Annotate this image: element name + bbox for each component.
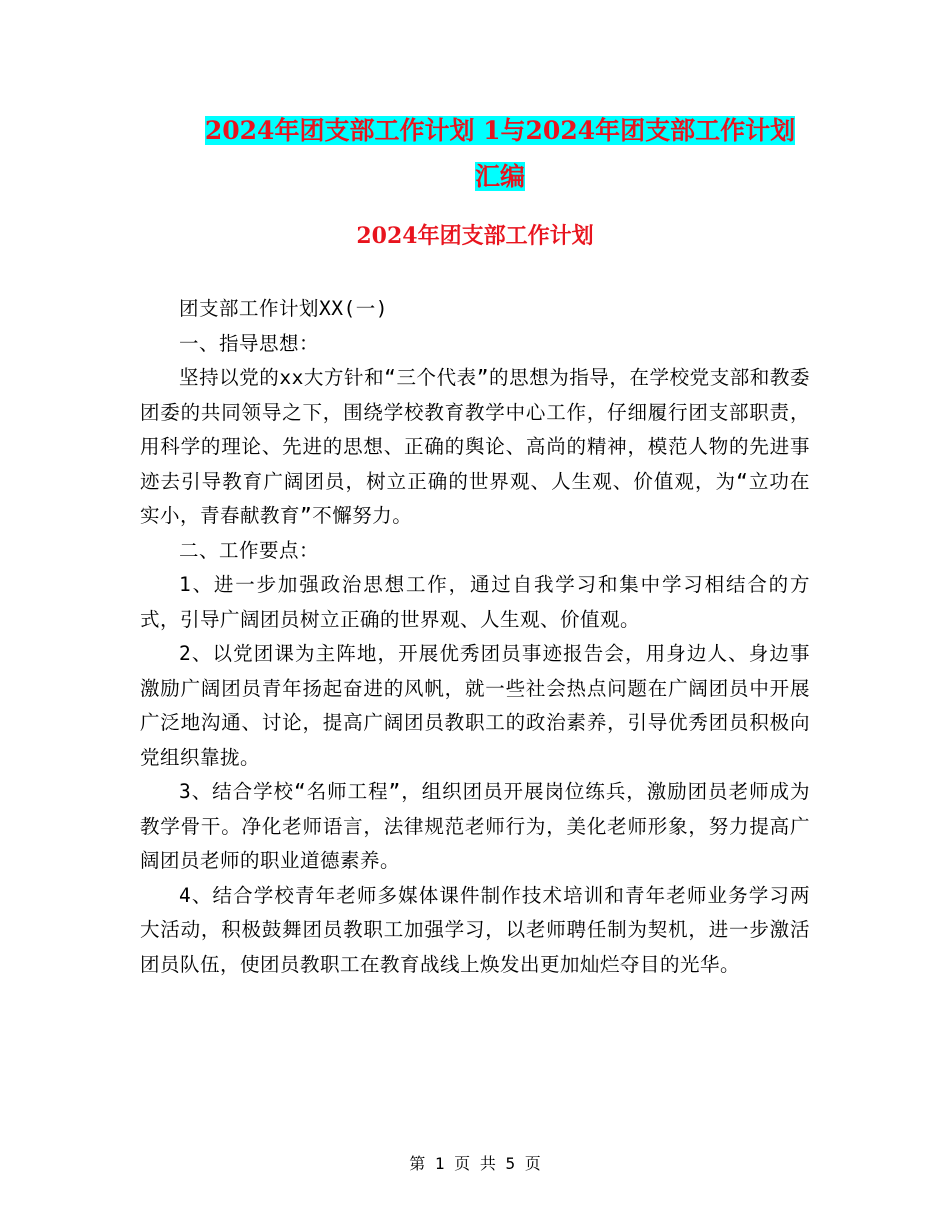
paragraph-guiding-thought: 坚持以党的xx大方针和“三个代表”的思想为指导，在学校党支部和教委团委的共同领导之下，围绕学校教育教学中心工作，仔细履行团支部职责，用科学的理论、先进的思想、正确的舆论、高尚的精神，模范人物的先进事迹去引导教育广阔团员，树立正确的世界观、人生观、价值观，为“立功在实小，青春献教育”不懈努力。: [140, 366, 810, 527]
page-footer: 第 1 页 共 5 页: [409, 1154, 541, 1173]
paragraph-point-1: 1、进一步加强政治思想工作，通过自我学习和集中学习相结合的方式，引导广阔团员树立正确的世界观、人生观、价值观。: [140, 573, 810, 631]
paragraph-point-4: 4、结合学校青年老师多媒体课件制作技术培训和青年老师业务学习两大活动，积极鼓舞团员教职工加强学习，以老师聘任制为契机，进一步激活团员队伍，使团员教职工在教育战线上焕发出更加灿烂夺目的光华。: [140, 883, 810, 976]
paragraph-subtitle: 团支部工作计划XX(一): [179, 297, 388, 320]
document-title-line1: 2024年团支部工作计划 1与2024年团支部工作计划: [204, 116, 796, 145]
document-title-line2: 汇编: [474, 162, 525, 191]
document-title: [140, 108, 860, 200]
section-title: 2024年团支部工作计划: [356, 223, 594, 249]
paragraph-heading-work-points: 二、工作要点：: [179, 538, 320, 562]
paragraph-point-3: 3、结合学校“名师工程”，组织团员开展岗位练兵，激励团员老师成为教学骨干。净化老师语言，法律规范老师行为，美化老师形象，努力提高广阔团员老师的职业道德素养。: [140, 780, 810, 872]
document-body: [140, 292, 810, 982]
paragraph-heading-guiding-thought: 一、指导思想：: [179, 331, 320, 355]
paragraph-point-2: 2、以党团课为主阵地，开展优秀团员事迹报告会，用身边人、身边事激励广阔团员青年扬起奋进的风帆，就一些社会热点问题在广阔团员中开展广泛地沟通、讨论，提高广阔团员教职工的政治素养，引导优秀团员积极向党组织靠拢。: [140, 642, 810, 769]
